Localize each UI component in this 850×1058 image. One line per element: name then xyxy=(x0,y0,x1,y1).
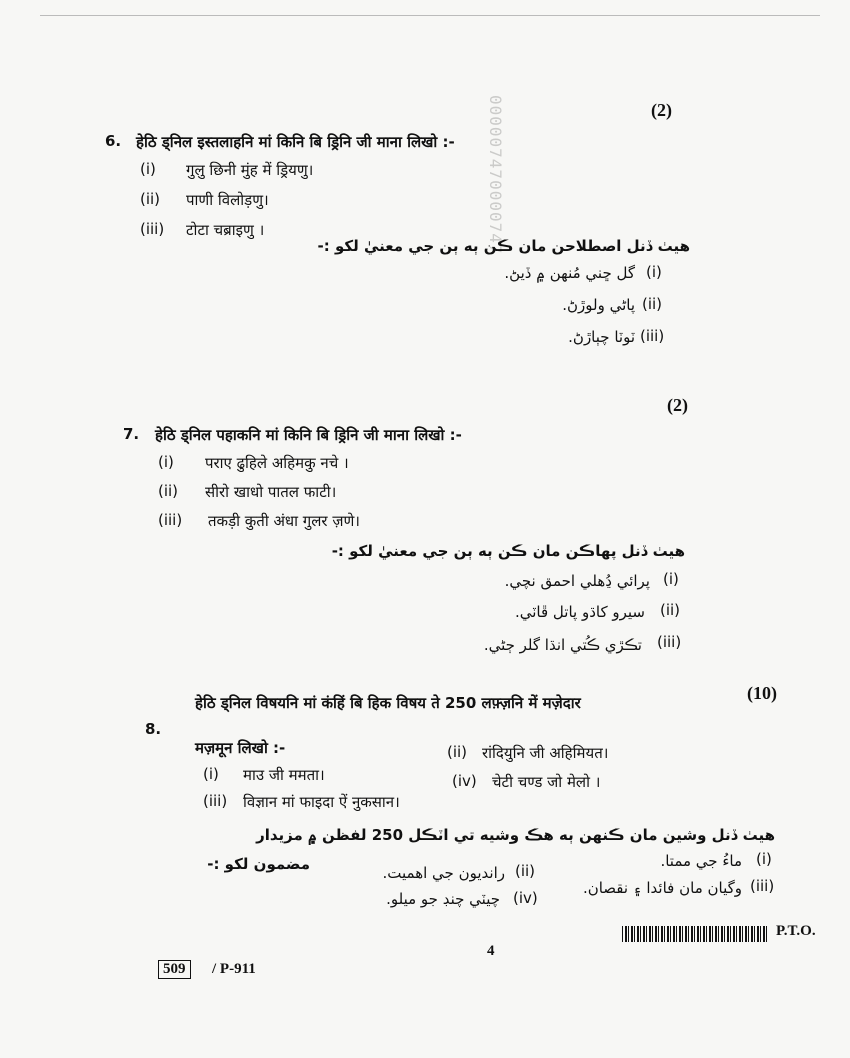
q8-sindhi-label: (i) xyxy=(756,850,772,868)
q7-item-text: सीरो खाधो पातल फाटी। xyxy=(205,483,337,501)
q8-item-text: चेटी चण्ड जो मेलो । xyxy=(492,773,601,791)
q6-item-text: पाणी विलोड़णु। xyxy=(186,191,269,209)
paper-code-box: 509 xyxy=(158,960,191,979)
q8-sindhi-label: (ii) xyxy=(515,862,536,880)
page-number: 4 xyxy=(487,943,495,959)
page-edge-line xyxy=(40,15,820,16)
q8-marks: (10) xyxy=(747,683,777,703)
q6-question: हेठि ड्निल इस्तलाहनि मां किनि बि ड्रिनि जी माना लिखो :- xyxy=(136,133,455,151)
q7-marks: (2) xyxy=(667,395,688,415)
q8-sindhi-heading-cont: مضمون لکو :- xyxy=(207,855,310,873)
q7-item-label: (ii) xyxy=(158,482,179,500)
q7-sindhi-heading: هيٺ ڏنل پهاڪن مان ڪن ٻه ٻن جي معنيٰ لکو :- xyxy=(331,542,685,560)
q8-item-label: (iv) xyxy=(452,772,477,790)
q8-sindhi-text: ماءُ جي ممتا. xyxy=(660,852,742,870)
paper-code: / P-911 xyxy=(212,961,256,977)
q7-sindhi-text: تڪڙي ڪُتي انڌا گلر ڄڻي. xyxy=(483,636,642,654)
q6-number: 6. xyxy=(105,132,122,150)
q6-marks: (2) xyxy=(651,100,672,120)
q8-item-text: माउ जी ममता। xyxy=(243,766,325,784)
q7-item-text: तकड़ी कुती अंधा गुलर ज़णे। xyxy=(208,512,360,530)
q7-sindhi-label: (iii) xyxy=(657,633,682,651)
q7-question: हेठि ड्निल पहाकनि मां किनि बि ड्रिनि जी माना लिखो :- xyxy=(155,426,462,444)
q7-sindhi-label: (ii) xyxy=(660,601,681,619)
q6-sindhi-text: پاڻي ولوڙڻ. xyxy=(562,296,635,314)
serial-watermark: 000007470000747 xyxy=(486,95,505,255)
q8-item-label: (iii) xyxy=(203,792,228,810)
q8-sindhi-text: چيٽي چنڊ جو ميلو. xyxy=(386,890,500,908)
q8-number: 8. xyxy=(145,720,162,738)
q8-item-text: विज्ञान मां फाइदा ऐं नुकसान। xyxy=(243,793,400,811)
q6-sindhi-label: (i) xyxy=(646,263,662,281)
q6-item-label: (iii) xyxy=(140,220,165,238)
pto-label: P.T.O. xyxy=(776,923,816,939)
q8-sindhi-text: رانديون جي اهميت. xyxy=(382,864,505,882)
q6-sindhi-text: گل ڇني مُنهن ۾ ڏيڻ. xyxy=(504,264,635,282)
q7-sindhi-label: (i) xyxy=(663,570,679,588)
q6-sindhi-label: (iii) xyxy=(640,327,665,345)
q8-item-label: (i) xyxy=(203,765,219,783)
q8-sindhi-label: (iv) xyxy=(513,889,538,907)
q8-sindhi-heading: هيٺ ڏنل وشين مان ڪنهن ٻه هڪ وشيه تي اٽڪل 250 لفظن ۾ مزيدار xyxy=(256,826,775,844)
q6-item-text: टोटा चब्राइणु । xyxy=(186,221,265,239)
q6-item-label: (i) xyxy=(140,160,156,178)
q8-sindhi-label: (iii) xyxy=(750,877,775,895)
q8-sindhi-text: وگيان مان فائدا ۽ نقصان. xyxy=(582,879,742,897)
q8-question-line1: हेठि ड्निल विषयनि मां कंहिं बि हिक विषय ते 250 लफ़्ज़नि में मज़ेदार xyxy=(195,694,581,712)
q8-question-line2: मज़मून लिखो :- xyxy=(195,739,286,757)
q6-item-label: (ii) xyxy=(140,190,161,208)
q7-sindhi-text: سيرو کاڌو پاتل ڦاٽي. xyxy=(514,603,645,621)
q7-item-label: (i) xyxy=(158,453,174,471)
barcode xyxy=(622,926,768,942)
q7-item-label: (iii) xyxy=(158,511,183,529)
q7-number: 7. xyxy=(123,425,140,443)
q7-sindhi-text: پرائي ڍُهلي احمق نچي. xyxy=(504,572,650,590)
q8-item-label: (ii) xyxy=(447,743,468,761)
q6-item-text: गुलु छिनी मुंह में ड्रियणु। xyxy=(186,161,314,179)
q8-item-text: रांदियुनि जी अहिमियत। xyxy=(482,744,609,762)
q6-sindhi-heading: هيٺ ڏنل اصطلاحن مان ڪن ٻه ٻن جي معنيٰ لکو :- xyxy=(317,237,690,255)
q6-sindhi-label: (ii) xyxy=(642,295,663,313)
q7-item-text: पराए ढुहिले अहिमकु नचे । xyxy=(205,454,349,472)
q6-sindhi-text: ٽوٽا چٻاڙڻ. xyxy=(568,328,635,346)
